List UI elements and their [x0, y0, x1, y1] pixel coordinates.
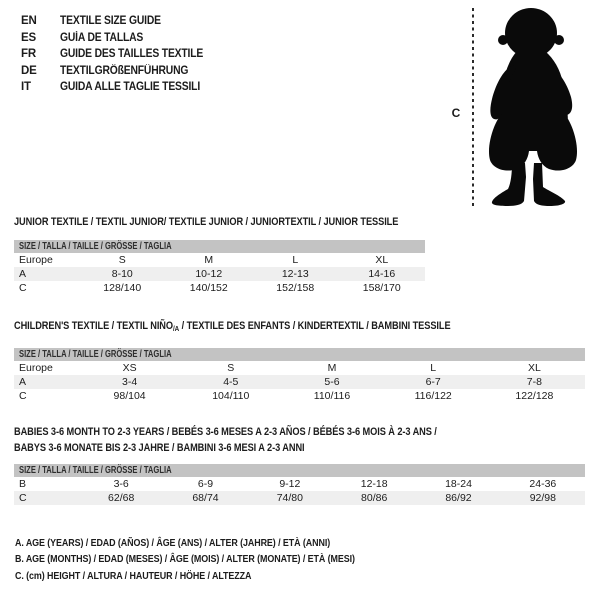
size-cell: 5-6	[324, 376, 340, 388]
size-cell: 92/98	[529, 492, 556, 504]
row-label: A	[19, 268, 27, 280]
size-cell: 158/170	[362, 282, 401, 294]
size-cell: M	[204, 254, 214, 266]
language-code: IT	[21, 81, 31, 94]
junior-section-heading: JUNIOR TEXTILE / TEXTIL JUNIOR/ TEXTILE JUNIOR / JUNIORTEXTIL / JUNIOR TESSILE	[14, 216, 399, 228]
row-label: B	[19, 478, 27, 490]
measure-label-c: C	[451, 106, 461, 120]
size-cell: L	[292, 254, 299, 266]
row-label: Europe	[19, 362, 53, 374]
children-section-heading	[14, 320, 451, 333]
babies-heading-line2: BABYS 3-6 MONATE BIS 2-3 JAHRE / BAMBINI 3-6 MESI A 2-3 ANNI	[14, 441, 305, 454]
babies-heading-line1: BABIES 3-6 MONTH TO 2-3 YEARS / BEBÉS 3-6 MESES A 2-3 AÑOS / BÉBÉS 3-6 MOIS À 2-3 ANS /	[14, 426, 437, 438]
size-header-text: SIZE / TALLA / TAILLE / GRÖSSE / TAGLIA	[19, 465, 172, 476]
footnotes	[15, 535, 415, 584]
size-cell: 3-4	[122, 376, 138, 388]
size-cell: 6-9	[197, 478, 214, 490]
size-cell: 12-18	[360, 478, 388, 490]
table-row-europe	[14, 361, 585, 375]
height-measure-dashed-line	[472, 8, 474, 207]
size-cell: 7-8	[526, 376, 542, 388]
children-heading-pre: CHILDREN'S TEXTILE / TEXTIL NIÑO	[14, 320, 173, 332]
children-heading-sub: /A	[172, 324, 180, 333]
language-code: FR	[21, 48, 36, 61]
children-heading-post: / TEXTILE DES ENFANTS / KINDERTEXTIL / BAMBINI TESSILE	[179, 320, 451, 332]
size-cell: 80/86	[361, 492, 388, 504]
row-label: C	[19, 390, 27, 402]
size-cell: 62/68	[108, 492, 135, 504]
size-cell: 140/152	[189, 282, 228, 294]
size-cell: 14-16	[368, 268, 396, 280]
table-row-height	[14, 389, 585, 403]
language-title: GUIDA ALLE TAGLIE TESSILI	[60, 81, 201, 94]
row-label: Europe	[19, 254, 53, 266]
language-row-de	[21, 63, 219, 80]
size-cell: 18-24	[445, 478, 472, 490]
row-label: C	[19, 282, 27, 294]
table-row-europe	[14, 253, 425, 267]
language-title: TEXTILE SIZE GUIDE	[60, 15, 161, 28]
size-cell: 6-7	[425, 376, 441, 388]
size-cell: 9-12	[279, 478, 301, 490]
language-code: DE	[21, 64, 37, 77]
junior-size-table	[14, 240, 425, 295]
table-row-age-months	[14, 477, 585, 491]
size-cell: L	[430, 362, 437, 374]
footnote-b-text: B. AGE (MONTHS) / EDAD (MESES) / ÂGE (MOIS) / ALTER (MONATE) / ETÀ (MESI)	[15, 553, 355, 566]
size-cell: XS	[122, 362, 137, 374]
size-cell: 68/74	[192, 492, 219, 504]
row-label: C	[19, 492, 27, 504]
size-cell: 122/128	[515, 390, 554, 402]
language-title: GUIDE DES TAILLES TEXTILE	[60, 48, 204, 61]
table-row-height	[14, 491, 585, 505]
size-header-text: SIZE / TALLA / TAILLE / GRÖSSE / TAGLIA	[19, 349, 172, 360]
size-cell: S	[118, 254, 126, 266]
size-cell: 10-12	[195, 268, 223, 280]
language-code: EN	[21, 15, 37, 28]
size-cell: 110/116	[313, 390, 351, 402]
size-cell: 128/140	[103, 282, 142, 294]
footnote-a	[15, 535, 415, 551]
language-code: ES	[21, 31, 36, 44]
footnote-a-text: A. AGE (YEARS) / EDAD (AÑOS) / ÂGE (ANS) / ALTER (JAHRE) / ETÀ (ANNI)	[15, 537, 331, 550]
babies-size-table	[14, 464, 585, 505]
size-header-text: SIZE / TALLA / TAILLE / GRÖSSE / TAGLIA	[19, 241, 172, 252]
size-cell: 24-36	[529, 478, 557, 490]
size-cell: 4-5	[223, 376, 239, 388]
footnote-c	[15, 568, 415, 584]
table-row-age	[14, 267, 425, 281]
size-cell: XL	[527, 362, 541, 374]
language-title: GUÍA DE TALLAS	[60, 31, 144, 44]
language-list	[21, 13, 219, 96]
language-row-it	[21, 79, 219, 96]
language-row-en	[21, 13, 219, 30]
row-label: A	[19, 376, 27, 388]
language-title: TEXTILGRÖßENFÜHRUNG	[60, 64, 189, 77]
size-cell: S	[227, 362, 235, 374]
toddler-silhouette-icon	[486, 7, 580, 206]
babies-section-heading	[14, 425, 437, 456]
size-header-bar	[14, 464, 585, 477]
language-row-es	[21, 30, 219, 47]
size-cell: 3-6	[113, 478, 129, 490]
size-cell: XL	[375, 254, 389, 266]
table-row-height	[14, 281, 425, 295]
size-cell: M	[327, 362, 337, 374]
size-cell: 104/110	[212, 390, 250, 402]
size-cell: 116/122	[414, 390, 452, 402]
footnote-c-text: C. (cm) HEIGHT / ALTURA / HAUTEUR / HÖHE / ALTEZZA	[15, 569, 252, 582]
size-cell: 12-13	[281, 268, 309, 280]
language-row-fr	[21, 46, 219, 63]
footnote-b	[15, 551, 415, 567]
size-cell: 86/92	[445, 492, 472, 504]
size-header-bar	[14, 348, 585, 361]
size-header-bar	[14, 240, 425, 253]
size-cell: 152/158	[276, 282, 315, 294]
size-cell: 98/104	[113, 390, 146, 402]
size-cell: 74/80	[276, 492, 303, 504]
children-size-table	[14, 348, 585, 403]
size-cell: 8-10	[111, 268, 133, 280]
table-row-age	[14, 375, 585, 389]
